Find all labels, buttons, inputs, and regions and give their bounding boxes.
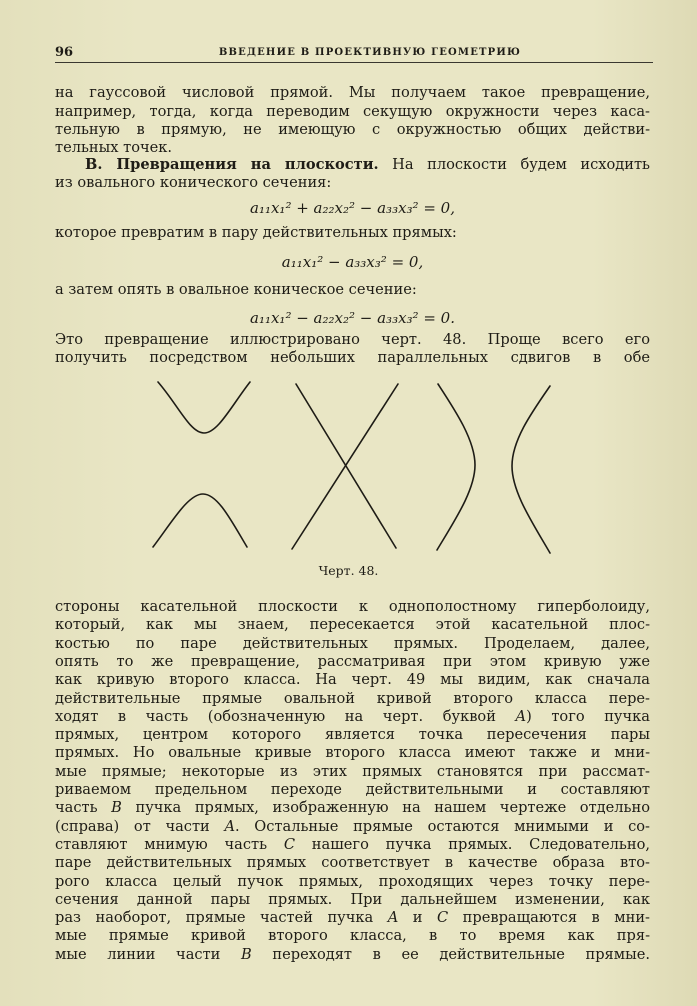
section-heading: В. Превращения на плоскости.	[85, 156, 379, 173]
text-segment: которое превратим в пару действительных прямых:	[55, 224, 457, 241]
text-segment: опять то же превращение, рассматривая при этом кривую уже	[55, 653, 650, 670]
page-number: 96	[55, 45, 74, 60]
text-line	[55, 946, 650, 964]
italic-symbol: C	[436, 909, 449, 926]
text-line	[55, 891, 650, 909]
italic-symbol: A	[387, 909, 399, 926]
text-segment: например, тогда, когда переводим секущую окружности через каса-	[55, 103, 650, 120]
hyperbola-lower-branch	[153, 494, 247, 547]
text-line	[55, 763, 650, 781]
text-segment: а затем опять в овальное коническое сечение:	[55, 281, 417, 298]
text-segment: тельных точек.	[55, 139, 173, 156]
text-segment: a₁₁x₁² + a₂₂x₂² − a₃₃x₃² = 0,	[250, 199, 455, 217]
text-segment: тельную в прямую, не имеющую с окружностью общих действи-	[55, 121, 650, 138]
text-line	[55, 873, 650, 891]
text-line	[55, 598, 650, 616]
text-segment: из овального конического сечения:	[55, 174, 332, 191]
text-segment: рого класса целый пучок прямых, проходящих через точку пере-	[55, 873, 650, 890]
text-segment: стороны касательной плоскости к однополостному гиперболоиду,	[55, 598, 650, 615]
figure-caption: Черт. 48.	[318, 563, 379, 578]
text-segment: ) того пучка	[526, 708, 650, 725]
italic-symbol: A	[515, 708, 527, 725]
text-segment: a₁₁x₁² − a₂₂x₂² − a₃₃x₃² = 0.	[250, 309, 455, 327]
text-segment: . Остальные прямые остаются мнимыми и со-	[234, 818, 650, 835]
text-line	[55, 818, 650, 836]
text-segment: костью по паре действительных прямых. Проделаем, далее,	[55, 635, 650, 652]
running-title: ВВЕДЕНИЕ В ПРОЕКТИВНУЮ ГЕОМЕТРИЮ	[218, 47, 522, 58]
text-segment: который, как мы знаем, пересекается этой касательной плос-	[55, 616, 650, 633]
text-segment: прямых, центром которого является точка пересечения пары	[55, 726, 650, 743]
italic-symbol: C	[283, 836, 295, 853]
text-line	[55, 671, 650, 689]
hyperbola-upper-branch	[158, 382, 250, 433]
text-segment: раз наоборот, прямые частей пучка	[55, 909, 388, 926]
text-segment: ставляют мнимую часть	[55, 836, 284, 853]
italic-symbol: A	[224, 818, 235, 835]
text-segment: как кривую второго класса. На черт. 49 мы видим, как сначала	[55, 671, 650, 688]
text-segment: действительные прямые овальной кривой второго класса пере-	[55, 690, 650, 707]
text-segment: прямых. Но овальные кривые второго класса имеют также и мни-	[55, 744, 650, 761]
text-segment: сечения данной пары прямых. При дальнейшем изменении, как	[55, 891, 650, 908]
text-segment: Это превращение иллюстрировано черт. 48. Проще всего его	[55, 331, 650, 348]
hyperbola-left-branch	[437, 384, 475, 550]
text-segment: мые линии части	[55, 946, 242, 963]
text-segment: риваемом предельном переходе действительными и составляют	[55, 781, 650, 798]
text-segment: a₁₁x₁² − a₃₃x₃² = 0,	[281, 253, 424, 271]
text-segment: на гауссовой числовой прямой. Мы получаем такое превращение,	[55, 84, 650, 101]
text-line	[55, 836, 650, 854]
text-segment: мые прямые; некоторые из этих прямых становятся при рассмат-	[55, 763, 650, 780]
italic-symbol: B	[241, 946, 252, 963]
text-line	[55, 726, 650, 744]
text-line	[55, 690, 650, 708]
text-line	[55, 854, 650, 872]
text-segment: мые прямые кривой второго класса, в то время как пря-	[55, 927, 650, 944]
italic-symbol: B	[111, 799, 122, 816]
text-line	[55, 708, 650, 726]
text-line	[55, 744, 650, 762]
text-line	[55, 616, 650, 634]
hyperbola-right-branch	[512, 386, 550, 553]
text-segment: (справа) от части	[55, 818, 225, 835]
text-segment: переходят в ее действительные прямые.	[251, 946, 650, 963]
text-segment: превращаются в мни-	[448, 909, 650, 926]
text-segment: получить посредством небольших параллельных сдвигов в обе	[55, 349, 650, 366]
text-line	[55, 653, 650, 671]
text-line	[55, 909, 650, 927]
text-segment: нашего пучка прямых. Следовательно,	[295, 836, 651, 853]
text-line	[55, 799, 650, 817]
text-segment: часть	[55, 799, 112, 816]
text-segment: На плоскости будем исходить	[378, 156, 650, 173]
text-segment: паре действительных прямых соответствует в качестве образа вто-	[55, 854, 650, 871]
text-line	[55, 927, 650, 945]
text-line	[55, 635, 650, 653]
text-segment: ходят в часть (обозначенную на черт. буквой	[55, 708, 516, 725]
text-segment: пучка прямых, изображенную на нашем чертеже отдельно	[121, 799, 651, 816]
text-line	[55, 781, 650, 799]
text-segment: и	[398, 909, 437, 926]
